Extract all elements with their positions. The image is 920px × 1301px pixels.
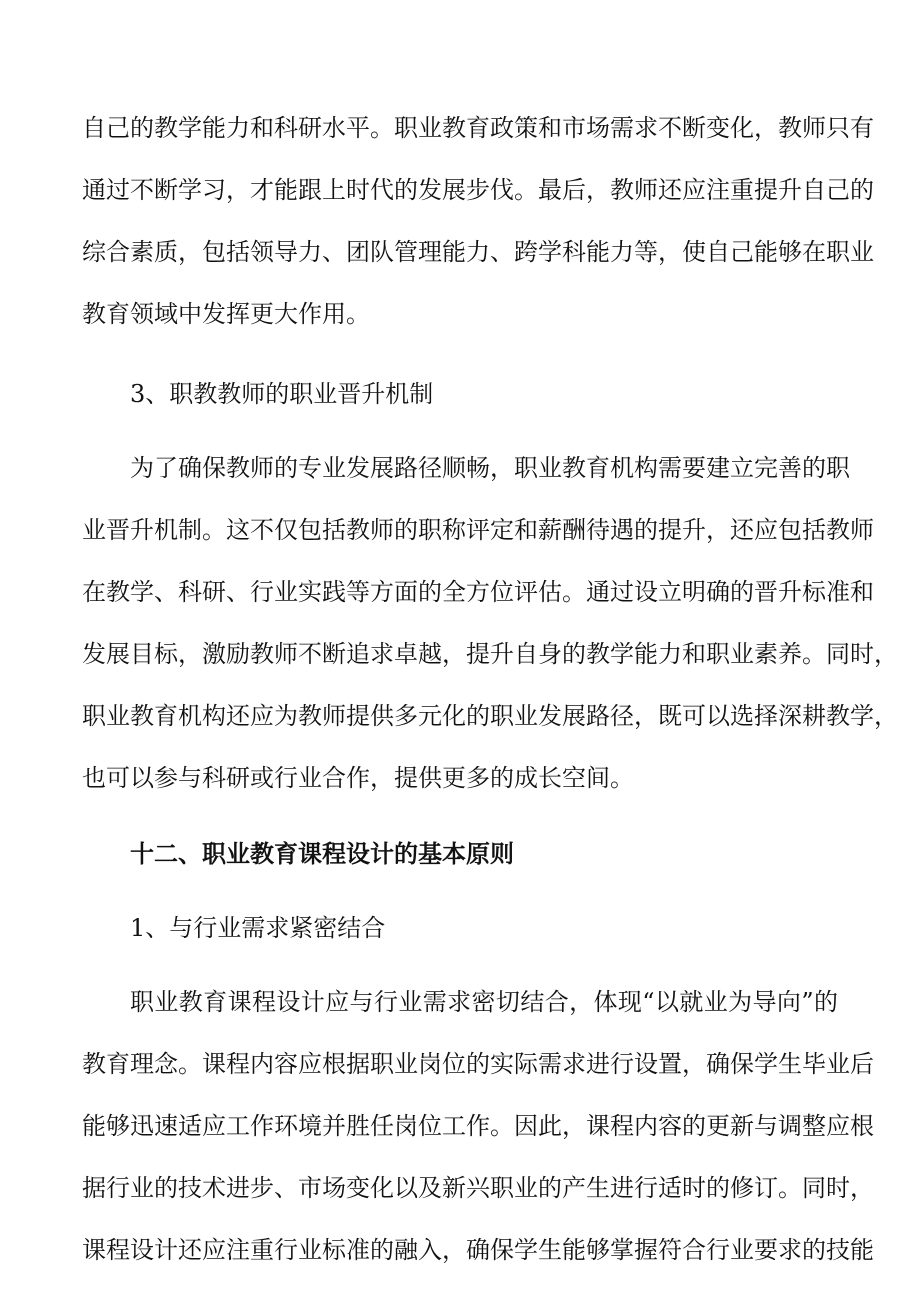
chapter-heading-curriculum <box>82 823 838 885</box>
section-heading-industry-needs <box>82 897 838 959</box>
text-line: 教育理念。课程内容应根据职业岗位的实际需求进行设置，确保学生毕业后 <box>82 1050 874 1078</box>
text-line: 通过不断学习，才能跟上时代的发展步伐。最后，教师还应注重提升自己的 <box>82 176 874 204</box>
text-line: 职业教育课程设计应与行业需求密切结合，体现“以就业为导向”的 <box>130 988 838 1016</box>
heading-text: 1、与行业需求紧密结合 <box>130 914 386 942</box>
paragraph-teacher-skills <box>82 97 874 345</box>
text-line: 业晋升机制。这不仅包括教师的职称评定和薪酬待遇的提升，还应包括教师 <box>82 516 874 544</box>
text-line: 为了确保教师的专业发展路径顺畅，职业教育机构需要建立完善的职 <box>130 454 850 482</box>
text-line: 自己的教学能力和科研水平。职业教育政策和市场需求不断变化，教师只有 <box>82 114 874 142</box>
paragraph-industry-needs <box>82 971 874 1281</box>
text-line: 也可以参与科研或行业合作，提供更多的成长空间。 <box>82 764 634 792</box>
text-line: 职业教育机构还应为教师提供多元化的职业发展路径，既可以选择深耕教学， <box>82 702 898 730</box>
heading-text: 十二、职业教育课程设计的基本原则 <box>130 839 514 868</box>
text-line: 能够迅速适应工作环境并胜任岗位工作。因此，课程内容的更新与调整应根 <box>82 1112 874 1140</box>
text-line: 发展目标，激励教师不断追求卓越，提升自身的教学能力和职业素养。同时， <box>82 640 898 668</box>
heading-text: 3、职教教师的职业晋升机制 <box>130 380 434 408</box>
text-line: 在教学、科研、行业实践等方面的全方位评估。通过设立明确的晋升标准和 <box>82 578 874 606</box>
section-heading-promotion <box>82 363 838 425</box>
text-line: 据行业的技术进步、市场变化以及新兴职业的产生进行适时的修订。同时， <box>82 1174 874 1202</box>
text-line: 教育领域中发挥更大作用。 <box>82 300 370 328</box>
document-body <box>82 97 898 1281</box>
text-line: 综合素质，包括领导力、团队管理能力、跨学科能力等，使自己能够在职业 <box>82 238 874 266</box>
text-line: 课程设计还应注重行业标准的融入，确保学生能够掌握符合行业要求的技能 <box>82 1236 874 1264</box>
paragraph-promotion-mechanism <box>82 437 898 809</box>
